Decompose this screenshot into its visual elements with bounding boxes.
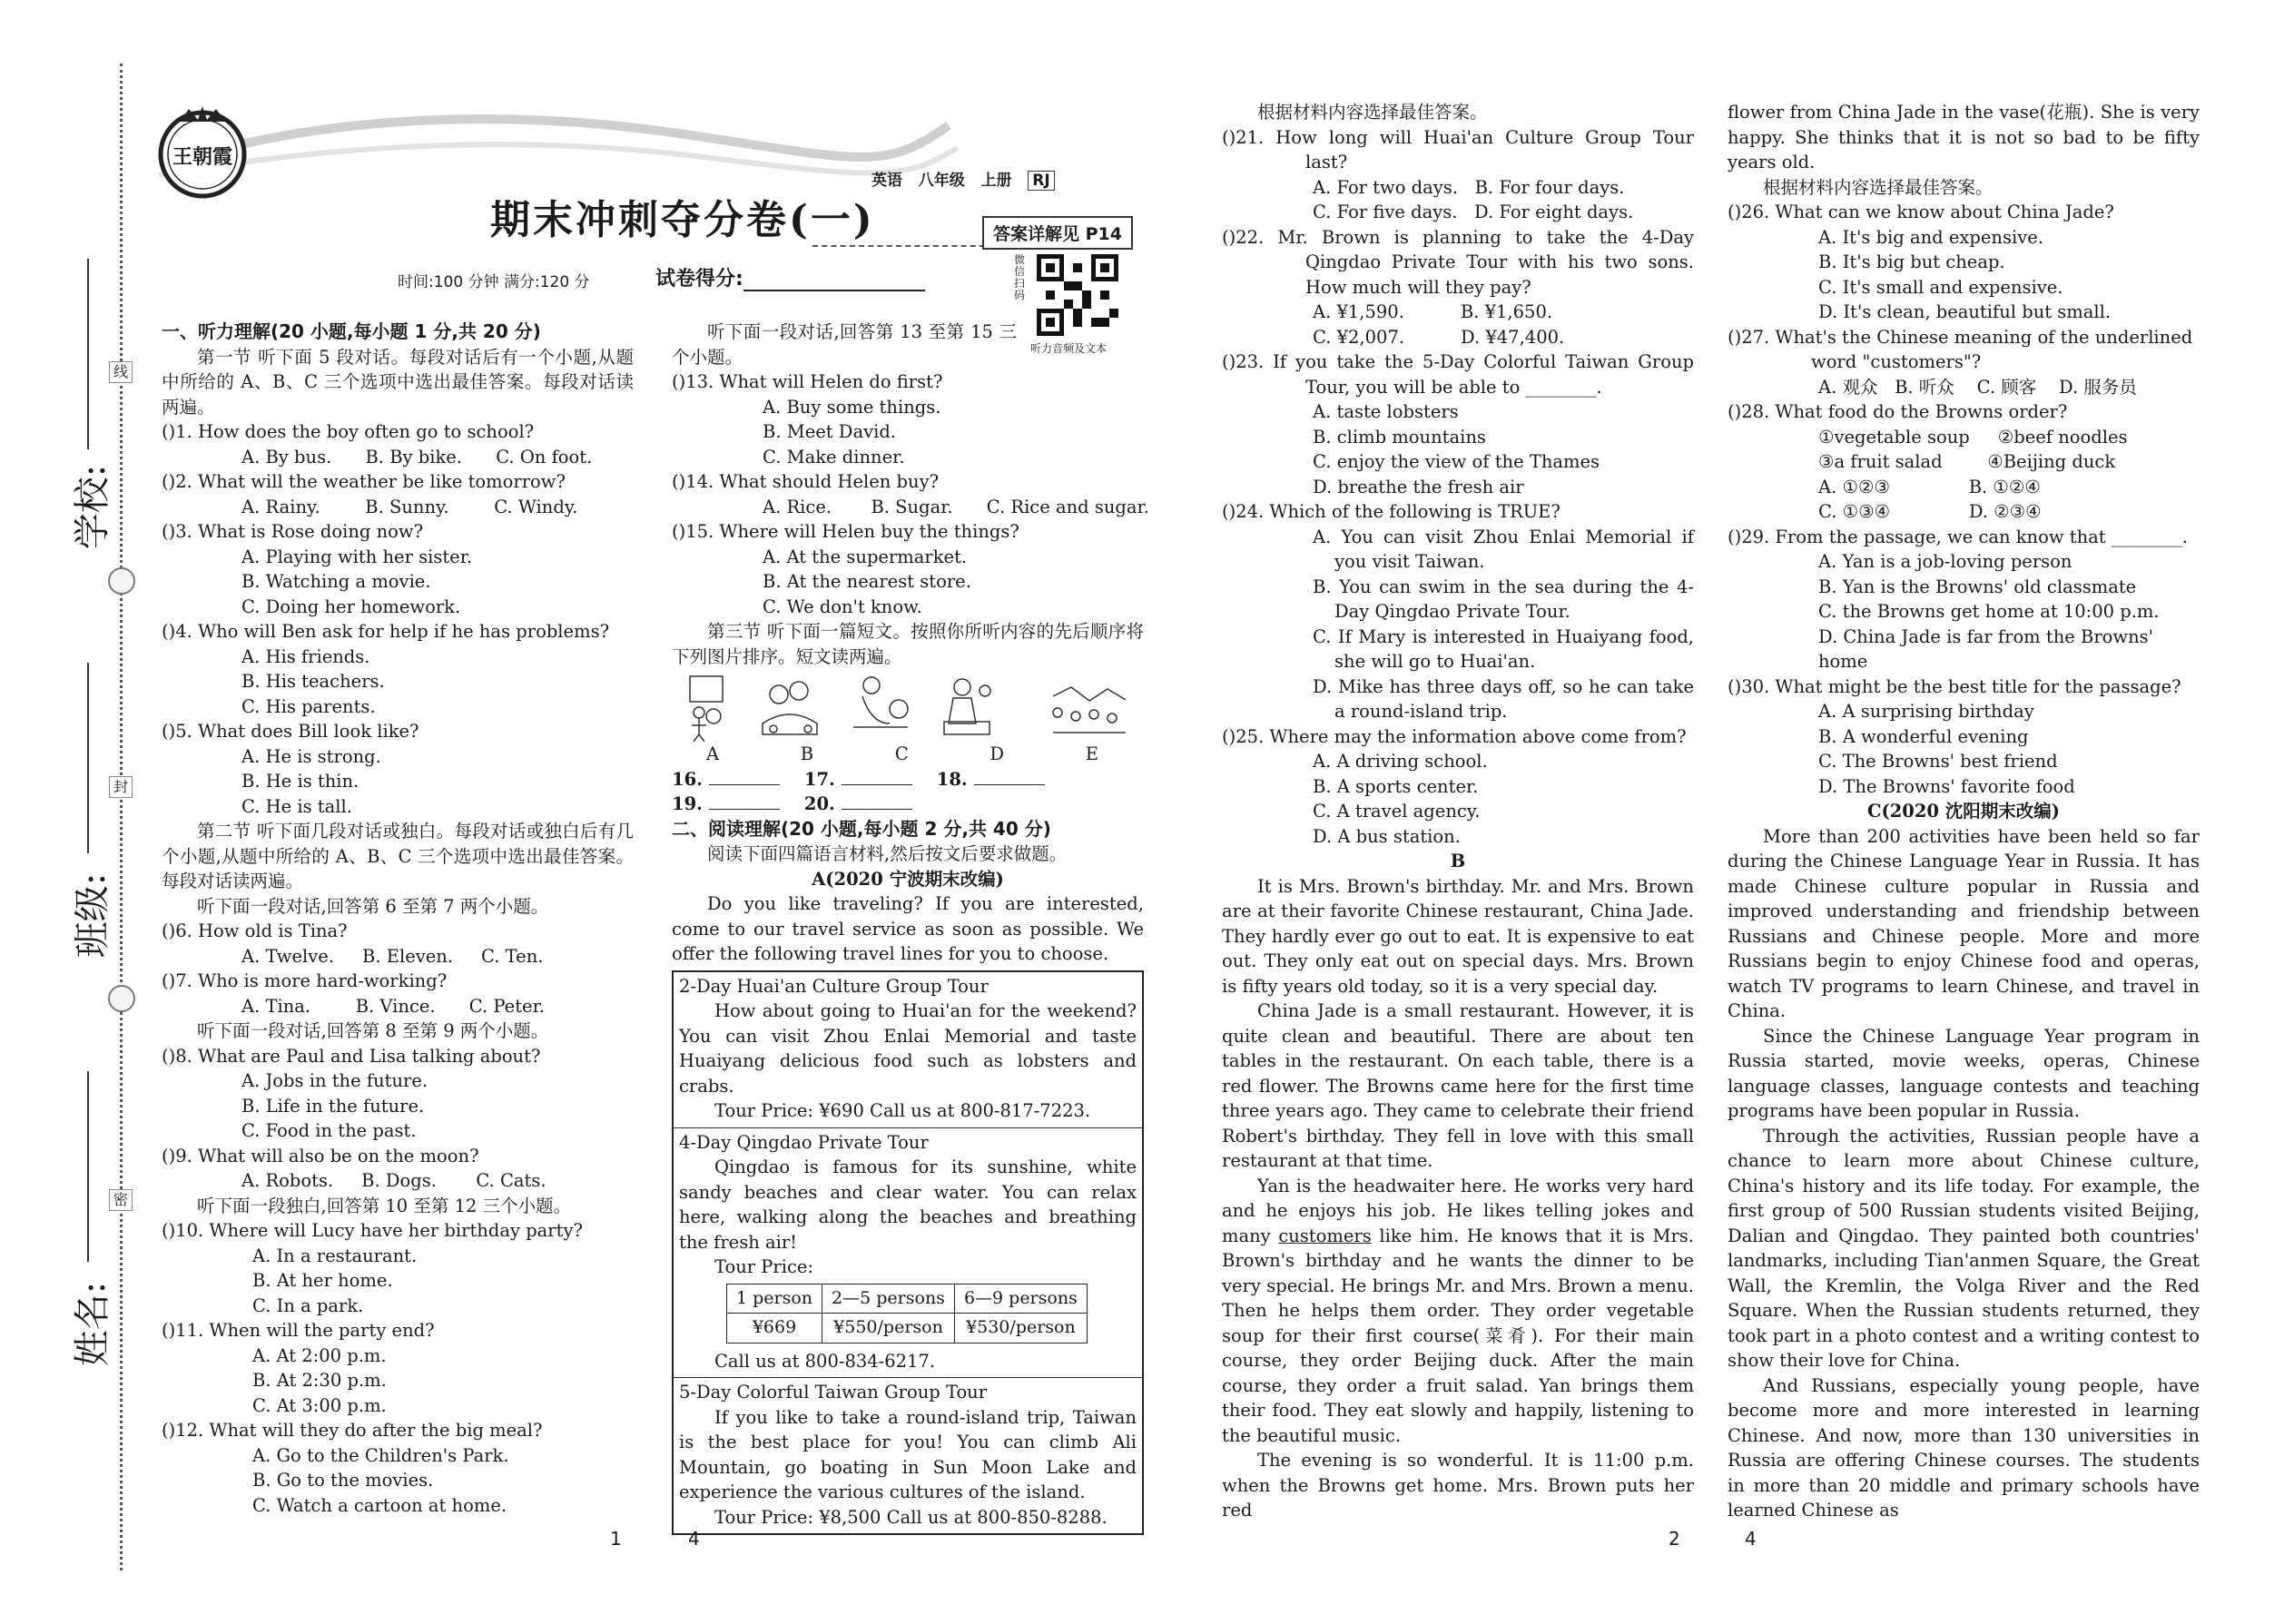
header-banner bbox=[141, 98, 958, 189]
option: B. A wonderful evening bbox=[1818, 725, 2029, 747]
table-cell: 6—9 persons bbox=[954, 1284, 1087, 1314]
question-2-options: A. Rainy. B. Sunny. C. Windy. bbox=[241, 496, 578, 517]
option: B. Life in the future. bbox=[241, 1095, 425, 1117]
pic-label-d: D bbox=[989, 743, 1005, 764]
passage-b-continued: flower from China Jade in the vase(花瓶). She is very happy. She thinks that it is not so bad to be fifty years old. bbox=[1728, 102, 2200, 172]
tour-price-label: Tour Price: bbox=[714, 1256, 814, 1277]
class-fill-line bbox=[87, 663, 89, 853]
title-dash bbox=[812, 245, 985, 247]
page-number: 1 bbox=[610, 1528, 622, 1550]
question-4: ()4. Who will Ben ask for help if he has problems? bbox=[162, 621, 610, 642]
question-7-options: A. Tina. B. Vince. C. Peter. bbox=[241, 995, 545, 1017]
option: C. A travel agency. bbox=[1313, 801, 1481, 822]
seal-circle bbox=[108, 567, 135, 595]
tour-title: 4-Day Qingdao Private Tour bbox=[679, 1131, 929, 1153]
option: B. At her home. bbox=[252, 1270, 393, 1291]
picture-d bbox=[944, 679, 990, 734]
picture-labels bbox=[672, 742, 1098, 767]
option: A. Go to the Children's Park. bbox=[252, 1444, 509, 1466]
option: B. It's big but cheap. bbox=[1818, 251, 2005, 272]
qr-caption: 听力音频及文本 bbox=[1030, 342, 1108, 355]
binding-sidebar bbox=[0, 0, 136, 1624]
option: C. He is tall. bbox=[241, 795, 352, 817]
tour-call: Call us at 800-834-6217. bbox=[714, 1350, 936, 1372]
tag-grade: 八年级 bbox=[918, 172, 965, 190]
question-13: ()13. What will Helen do first? bbox=[672, 371, 943, 392]
option: D. The Browns' favorite food bbox=[1818, 775, 2075, 797]
question-7: ()7. Who is more hard-working? bbox=[162, 970, 448, 991]
subject-tags bbox=[871, 167, 1055, 190]
option: D. Mike has three days off, so he can take a round-island trip. bbox=[1313, 675, 1694, 722]
tour-qingdao bbox=[674, 1128, 1142, 1379]
section-2-heading: 二、阅读理解(20 小题,每小题 2 分,共 40 分) bbox=[672, 817, 1051, 840]
question-9: ()9. What will also be on the moon? bbox=[162, 1145, 479, 1166]
answer-reference: 答案详解见 P14 bbox=[982, 216, 1133, 250]
passage-c-paragraph: And Russians, especially young people, have become more and more interested in learning Chinese. And now, more than 130 universities in Russia are offering Chinese courses. The students in more than 20 middle and primary schools have learned Chinese as bbox=[1728, 1374, 2200, 1521]
passage-b-paragraph: The evening is so wonderful. It is 11:00 p.m. when the Browns get home. Mrs. Brown puts her red bbox=[1222, 1450, 1694, 1521]
seal-circle bbox=[108, 985, 135, 1012]
section-1-heading: 一、听力理解(20 小题,每小题 1 分,共 20 分) bbox=[162, 320, 541, 342]
option: D. China Jade is far from the Browns' home bbox=[1818, 625, 2154, 672]
question-28: ()28. What food do the Browns order? bbox=[1728, 401, 2068, 422]
page-total: 4 bbox=[1745, 1528, 1757, 1550]
question-29: ()29. From the passage, we can know that ________. bbox=[1728, 526, 2189, 547]
listen-instruction: 听下面一段对话,回答第 13 至第 15 三个小题。 bbox=[672, 321, 1017, 368]
option: A. ①②③ B. ①②④ bbox=[1818, 476, 2041, 497]
answer-blanks-row-1: 16. 17. 18. bbox=[672, 767, 1144, 792]
pic-label-e: E bbox=[1085, 743, 1098, 764]
part-2-intro: 第二节 听下面几段对话或独白。每段对话或独白后有几个小题,从题中所给的 A、B、C 三个选项中选出最佳答案。每段对话读两遍。 bbox=[162, 821, 634, 891]
option: B. Yan is the Browns' old classmate bbox=[1818, 576, 2137, 597]
option: C. ¥2,007. D. ¥47,400. bbox=[1313, 326, 1565, 348]
option: B. Go to the movies. bbox=[252, 1470, 434, 1491]
question-22: ()22. Mr. Brown is planning to take the 4-Day Qingdao Private Tour with his two sons. How much will they pay? bbox=[1222, 226, 1694, 298]
tour-price: Tour Price: ¥690 Call us at 800-817-7223. bbox=[714, 1100, 1091, 1121]
question-3: ()3. What is Rose doing now? bbox=[162, 521, 424, 542]
tag-subject: 英语 bbox=[871, 172, 902, 190]
tag-term: 上册 bbox=[980, 172, 1012, 190]
option: C. Food in the past. bbox=[241, 1120, 417, 1141]
question-1: ()1. How does the boy often go to school? bbox=[162, 421, 535, 442]
option: D. breathe the fresh air bbox=[1313, 476, 1524, 497]
option: A. He is strong. bbox=[241, 745, 381, 767]
question-6-options: A. Twelve. B. Eleven. C. Ten. bbox=[241, 945, 544, 967]
page-title: 期末冲刺夺分卷(一) bbox=[490, 197, 875, 243]
food-items: ①vegetable soup ②beef noodles bbox=[1818, 426, 2128, 448]
option: A. Buy some things. bbox=[763, 396, 941, 418]
binding-dotted-line bbox=[120, 64, 123, 1570]
passage-b-title: B bbox=[1450, 851, 1466, 871]
table-cell: ¥530/person bbox=[954, 1314, 1087, 1343]
table-row bbox=[727, 1284, 1088, 1314]
class-label: 班级: bbox=[72, 872, 114, 959]
option: B. At the nearest store. bbox=[763, 571, 971, 592]
option: A. Jobs in the future. bbox=[241, 1070, 428, 1091]
name-label: 姓名: bbox=[72, 1281, 114, 1367]
school-label: 学校: bbox=[72, 464, 114, 550]
option: D. A bus station. bbox=[1313, 825, 1461, 847]
tour-price: Tour Price: ¥8,500 Call us at 800-850-8288. bbox=[714, 1506, 1108, 1528]
school-fill-line bbox=[87, 259, 89, 449]
answer-blank-20[interactable] bbox=[842, 792, 912, 810]
option: C. ①③④ D. ②③④ bbox=[1818, 501, 2042, 522]
option: A. Yan is a job-loving person bbox=[1818, 551, 2072, 572]
qr-side-text: 微信扫码 bbox=[1014, 253, 1026, 301]
passage-b-paragraph: It is Mrs. Brown's birthday. Mr. and Mrs. Brown are at their favorite Chinese restaurant, China Jade. They hardly ever go out to eat. It is expensive to eat out. They only eat out on special days. Mrs. Brown is fifty years old today, so it is a very special day. bbox=[1222, 875, 1694, 997]
question-27: ()27. What's the Chinese meaning of the underlined word "customers"? bbox=[1728, 326, 2193, 372]
section-2-intro: 阅读下面四篇语言材料,然后按文后要求做题。 bbox=[707, 843, 1068, 864]
option: C. If Mary is interested in Huaiyang food, she will go to Huai'an. bbox=[1313, 625, 1694, 672]
option: C. It's small and expensive. bbox=[1818, 276, 2063, 298]
question-15: ()15. Where will Helen buy the things? bbox=[672, 521, 1019, 542]
tour-body: How about going to Huai'an for the weekend? You can visit Zhou Enlai Memorial and taste Huaiyang delicious food such as lobsters and crabs. bbox=[679, 1000, 1137, 1097]
option: C. Make dinner. bbox=[763, 446, 905, 468]
table-cell: 2—5 persons bbox=[822, 1284, 955, 1314]
option: B. climb mountains bbox=[1313, 426, 1486, 448]
passage-c-paragraph: Since the Chinese Language Year program in Russia started, movie weeks, operas, Chinese language classes, language contests and teaching programs have been popular in Russia. bbox=[1728, 1025, 2200, 1121]
option: C. the Browns get home at 10:00 p.m. bbox=[1818, 601, 2160, 622]
question-12: ()12. What will they do after the big meal? bbox=[162, 1420, 543, 1441]
score-blank[interactable] bbox=[743, 270, 925, 291]
question-23: ()23. If you take the 5-Day Colorful Taiwan Group Tour, you will be able to ________. bbox=[1222, 351, 1694, 398]
logo-text: 王朝霞 bbox=[172, 145, 232, 169]
pic-label-a: A bbox=[706, 743, 720, 764]
question-6: ()6. How old is Tina? bbox=[162, 920, 348, 941]
tour-huaian bbox=[674, 972, 1142, 1128]
option: C. Watch a cartoon at home. bbox=[252, 1494, 507, 1516]
picture-strip bbox=[672, 669, 1144, 742]
option: B. You can swim in the sea during the 4-Day Qingdao Private Tour. bbox=[1313, 576, 1694, 622]
seal-seal-mark: 封 bbox=[109, 776, 133, 798]
instruction: 根据材料内容选择最佳答案。 bbox=[1763, 176, 1994, 198]
part-3-intro: 第三节 听下面一篇短文。按照你所听内容的先后顺序将下列图片排序。短文读两遍。 bbox=[672, 621, 1144, 667]
question-25: ()25. Where may the information above come from? bbox=[1222, 725, 1687, 747]
question-11: ()11. When will the party end? bbox=[162, 1320, 435, 1341]
tour-body: Qingdao is famous for its sunshine, white sandy beaches and clear water. You can relax here, walking along the beaches and breathing the fresh air! bbox=[679, 1156, 1137, 1253]
question-9-options: A. Robots. B. Dogs. C. Cats. bbox=[241, 1170, 546, 1191]
option: C. enjoy the view of the Thames bbox=[1313, 451, 1600, 472]
instruction: 根据材料内容选择最佳答案。 bbox=[1257, 102, 1488, 123]
name-fill-line bbox=[87, 1071, 89, 1262]
option: A. His friends. bbox=[241, 645, 370, 667]
question-5: ()5. What does Bill look like? bbox=[162, 721, 419, 742]
listen-instruction: 听下面一段独白,回答第 10 至第 12 三个小题。 bbox=[197, 1195, 572, 1216]
question-30: ()30. What might be the best title for the passage? bbox=[1728, 675, 2181, 697]
question-8: ()8. What are Paul and Lisa talking about? bbox=[162, 1045, 541, 1067]
option: C. In a park. bbox=[252, 1294, 364, 1316]
tag-edition: RJ bbox=[1028, 171, 1054, 191]
column-2 bbox=[672, 320, 1149, 1535]
listen-instruction: 听下面一段对话,回答第 8 至第 9 两个小题。 bbox=[197, 1020, 549, 1041]
passage-c-paragraph: Through the activities, Russian people have a chance to learn more about Chinese culture, China's history and its life today. For example, the first group of 500 Russian students visited Beijing, Dalian and Qingdao. They painted both countries' landmarks, including Tian'anmen Square, the Great Wall, the Kremlin, the Volga River and the Red Square. When the Russian students returned, they took part in a photo contest and a writing contest to show their love for China. bbox=[1728, 1125, 2200, 1371]
option: C. We don't know. bbox=[763, 595, 922, 617]
question-21: ()21. How long will Huai'an Culture Group Tour last? bbox=[1222, 126, 1694, 172]
table-cell: ¥669 bbox=[727, 1314, 822, 1343]
question-27-options: A. 观众 B. 听众 C. 顾客 D. 服务员 bbox=[1818, 376, 2137, 398]
passage-b-paragraph: Yan is the headwaiter here. He works very hard and he enjoys his job. He likes telling jokes and many customers like him. He knows that it is Mrs. Brown's birthday and he wants the dinner to be very special. He brings Mr. and Mrs. Brown a menu. Then he helps them order. They order vegetable soup for their first course(菜肴). For their main course, they order Beijing duck. After the main course, they order a fruit salad. Yan brings them their food. They eat slowly and happily, listening to the beautiful music. bbox=[1222, 1175, 1694, 1446]
answer-blank-18[interactable] bbox=[974, 768, 1045, 785]
option: B. At 2:30 p.m. bbox=[252, 1370, 387, 1391]
score-label: 试卷得分: bbox=[655, 268, 743, 290]
banner-ribbon bbox=[141, 98, 958, 189]
food-items: ③a fruit salad ④Beijing duck bbox=[1818, 451, 2116, 472]
table-row bbox=[727, 1314, 1088, 1343]
answer-blanks-row-2: 19. 20. bbox=[672, 792, 1144, 817]
tour-title: 5-Day Colorful Taiwan Group Tour bbox=[679, 1382, 988, 1403]
tour-body: If you like to take a round-island trip, Taiwan is the best place for you! You can climb Ali Mountain, go boating in Sun Moon Lake and experience the various cultures of the island. bbox=[679, 1406, 1137, 1502]
exam-meta: 时间:100 分钟 满分:120 分 bbox=[398, 273, 590, 291]
seal-secret-mark: 密 bbox=[109, 1189, 133, 1211]
option: C. The Browns' best friend bbox=[1818, 751, 2058, 772]
tour-box bbox=[672, 970, 1144, 1536]
table-cell: 1 person bbox=[727, 1284, 822, 1314]
option: D. It's clean, beautiful but small. bbox=[1818, 301, 2112, 322]
option: A. It's big and expensive. bbox=[1818, 226, 2043, 248]
option: A. For two days. B. For four days. bbox=[1313, 176, 1625, 198]
option: A. taste lobsters bbox=[1313, 401, 1459, 422]
listening-pictures bbox=[672, 669, 1144, 742]
price-table bbox=[726, 1284, 1088, 1343]
answer-blank-19[interactable] bbox=[709, 792, 780, 810]
option: A. A driving school. bbox=[1313, 751, 1488, 772]
option: C. At 3:00 p.m. bbox=[252, 1394, 387, 1416]
score-field bbox=[655, 263, 925, 291]
passage-a-title: A(2020 宁波期末改编) bbox=[812, 868, 1004, 890]
passage-b-paragraph: China Jade is a small restaurant. However, it is quite clean and beautiful. There are about ten tables in the restaurant. On each table, there is a red flower. The Browns came here for the first time three years ago. They came to celebrate their friend Robert's birthday. They fell in love with this small restaurant at that time. bbox=[1222, 1000, 1694, 1171]
listen-instruction: 听下面一段对话,回答第 6 至第 7 两个小题。 bbox=[197, 895, 549, 917]
option: C. For five days. D. For eight days. bbox=[1313, 202, 1634, 222]
picture-c bbox=[853, 677, 908, 727]
passage-c-title: C(2020 沈阳期末改编) bbox=[1866, 801, 2061, 822]
seal-line-mark: 线 bbox=[109, 361, 133, 383]
option: A. A surprising birthday bbox=[1818, 701, 2034, 722]
question-10: ()10. Where will Lucy have her birthday party? bbox=[162, 1220, 583, 1241]
tour-title: 2-Day Huai'an Culture Group Tour bbox=[679, 975, 989, 997]
table-cell: ¥550/person bbox=[822, 1314, 955, 1343]
option: B. Watching a movie. bbox=[241, 571, 431, 592]
brand-logo bbox=[153, 102, 252, 202]
page-number: 2 bbox=[1669, 1528, 1680, 1550]
pic-label-c: C bbox=[894, 743, 909, 764]
option: B. Meet David. bbox=[763, 421, 897, 442]
tour-taiwan bbox=[674, 1378, 1142, 1533]
question-2: ()2. What will the weather be like tomorrow? bbox=[162, 471, 566, 492]
column-1 bbox=[162, 320, 634, 1518]
option: A. Playing with her sister. bbox=[241, 546, 473, 567]
part-1-intro: 第一节 听下面 5 段对话。每段对话后有一个小题,从题中所给的 A、B、C 三个选项中选出最佳答案。每段对话读两遍。 bbox=[162, 346, 634, 418]
picture-a bbox=[690, 676, 723, 742]
pic-label-b: B bbox=[800, 743, 814, 764]
option: A. In a restaurant. bbox=[252, 1245, 418, 1266]
column-4 bbox=[1728, 100, 2200, 1523]
option: B. His teachers. bbox=[241, 671, 385, 692]
option: A. You can visit Zhou Enlai Memorial if you visit Taiwan. bbox=[1313, 526, 1694, 572]
option: A. ¥1,590. B. ¥1,650. bbox=[1313, 301, 1553, 322]
option: A. At the supermarket. bbox=[763, 546, 968, 567]
option: B. He is thin. bbox=[241, 771, 359, 792]
question-24: ()24. Which of the following is TRUE? bbox=[1222, 501, 1561, 522]
page-total: 4 bbox=[688, 1528, 700, 1550]
picture-b bbox=[763, 682, 817, 734]
picture-e bbox=[1053, 687, 1126, 733]
answer-blank-17[interactable] bbox=[842, 768, 912, 785]
question-26: ()26. What can we know about China Jade? bbox=[1728, 202, 2114, 222]
option: C. Doing her homework. bbox=[241, 595, 461, 617]
column-3 bbox=[1222, 100, 1694, 1523]
option: C. His parents. bbox=[241, 695, 376, 717]
option: A. At 2:00 p.m. bbox=[252, 1344, 387, 1366]
question-14: ()14. What should Helen buy? bbox=[672, 471, 940, 492]
underlined-word: customers bbox=[1278, 1225, 1372, 1246]
question-1-options: A. By bus. B. By bike. C. On foot. bbox=[241, 446, 593, 468]
option: B. A sports center. bbox=[1313, 775, 1479, 797]
question-14-options: A. Rice. B. Sugar. C. Rice and sugar. bbox=[763, 496, 1149, 517]
answer-blank-16[interactable] bbox=[709, 768, 780, 785]
passage-a-intro: Do you like traveling? If you are interested, come to our travel service as soon as possible. We offer the following travel lines for you to choose. bbox=[672, 893, 1144, 964]
passage-c-paragraph: More than 200 activities have been held so far during the Chinese Language Year in Russia. It has made Chinese culture popular in Russia and improved understanding and friendship between Russians and Chinese people. More and more Russians begin to enjoy Chinese food and operas, watch TV programs to learn Chinese, and travel in China. bbox=[1728, 825, 2200, 1021]
